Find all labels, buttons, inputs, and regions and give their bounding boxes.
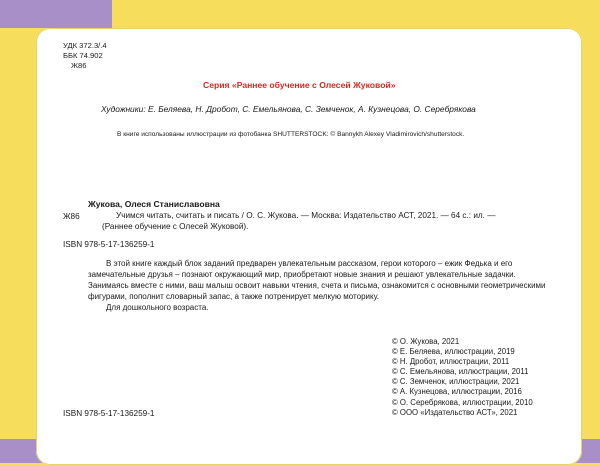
annotation-paragraph-1: В этой книге каждый блок заданий предварен увлекательным рассказом, герои которого – ежик Федька и его замечательные друзья – познают окружающий мир, приобретают новые знания и решают увлекательные задачки. Занимаясь вместе с ними, ваш малыш освоит навыки чтения, счета и письма, ознакомится с основными геометрическими фигурами, пополнит словарный запас, а также потренирует мелкую моторику. — [88, 259, 546, 301]
copyright-line: © ООО «Издательство АСТ», 2021 — [392, 407, 518, 417]
bbk-code: ББК 74.902 — [63, 51, 103, 60]
series-title: Серия «Раннее обучение с Олесей Жуковой» — [203, 80, 396, 90]
annotation-paragraph-2: Для дошкольного возраста. — [106, 303, 209, 312]
purple-corner-decoration — [0, 0, 112, 28]
udk-code: УДК 372.3/.4 — [63, 41, 107, 50]
copyright-line: © Е. Беляева, иллюстрации, 2019 — [392, 347, 515, 357]
artists-line: Художники: Е. Беляева, Н. Дробот, С. Емельянова, С. Земченок, А. Кузнецова, О. Серебрякова — [101, 104, 476, 114]
shutterstock-credit: В книге использованы иллюстрации из фотобанка SHUTTERSTOCK: © Bannykh Alexey Vladimirovich/shutterstock. — [117, 131, 465, 138]
biblio-line-1: Учимся читать, считать и писать / О. С. Жукова. — Москва: Издательство АСТ, 2021. — 64 с.: ил. — — [116, 211, 496, 220]
copyright-line: © Н. Дробот, иллюстрации, 2011 — [392, 357, 510, 367]
annotation — [88, 258, 548, 313]
author-name: Жукова, Олеся Станиславовна — [88, 199, 220, 209]
copyright-line: © С. Емельянова, иллюстрации, 2011 — [392, 367, 529, 377]
copyright-line: © С. Земченок, иллюстрации, 2021 — [392, 377, 520, 387]
copyright-line: © О. Серебрякова, иллюстрации, 2010 — [392, 397, 533, 407]
copyright-line: © О. Жукова, 2021 — [392, 337, 460, 346]
copyright-line: © А. Кузнецова, иллюстрации, 2016 — [392, 387, 522, 397]
copyright-list — [392, 337, 533, 418]
isbn-bottom: ISBN 978-5-17-136259-1 — [63, 409, 155, 418]
isbn-top: ISBN 978-5-17-136259-1 — [63, 240, 155, 249]
biblio-line-2: (Раннее обучение с Олесей Жуковой). — [102, 222, 249, 231]
bibliographic-description — [102, 210, 542, 232]
author-mark: Ж86 — [71, 61, 87, 70]
biblio-author-mark: Ж86 — [63, 212, 80, 221]
